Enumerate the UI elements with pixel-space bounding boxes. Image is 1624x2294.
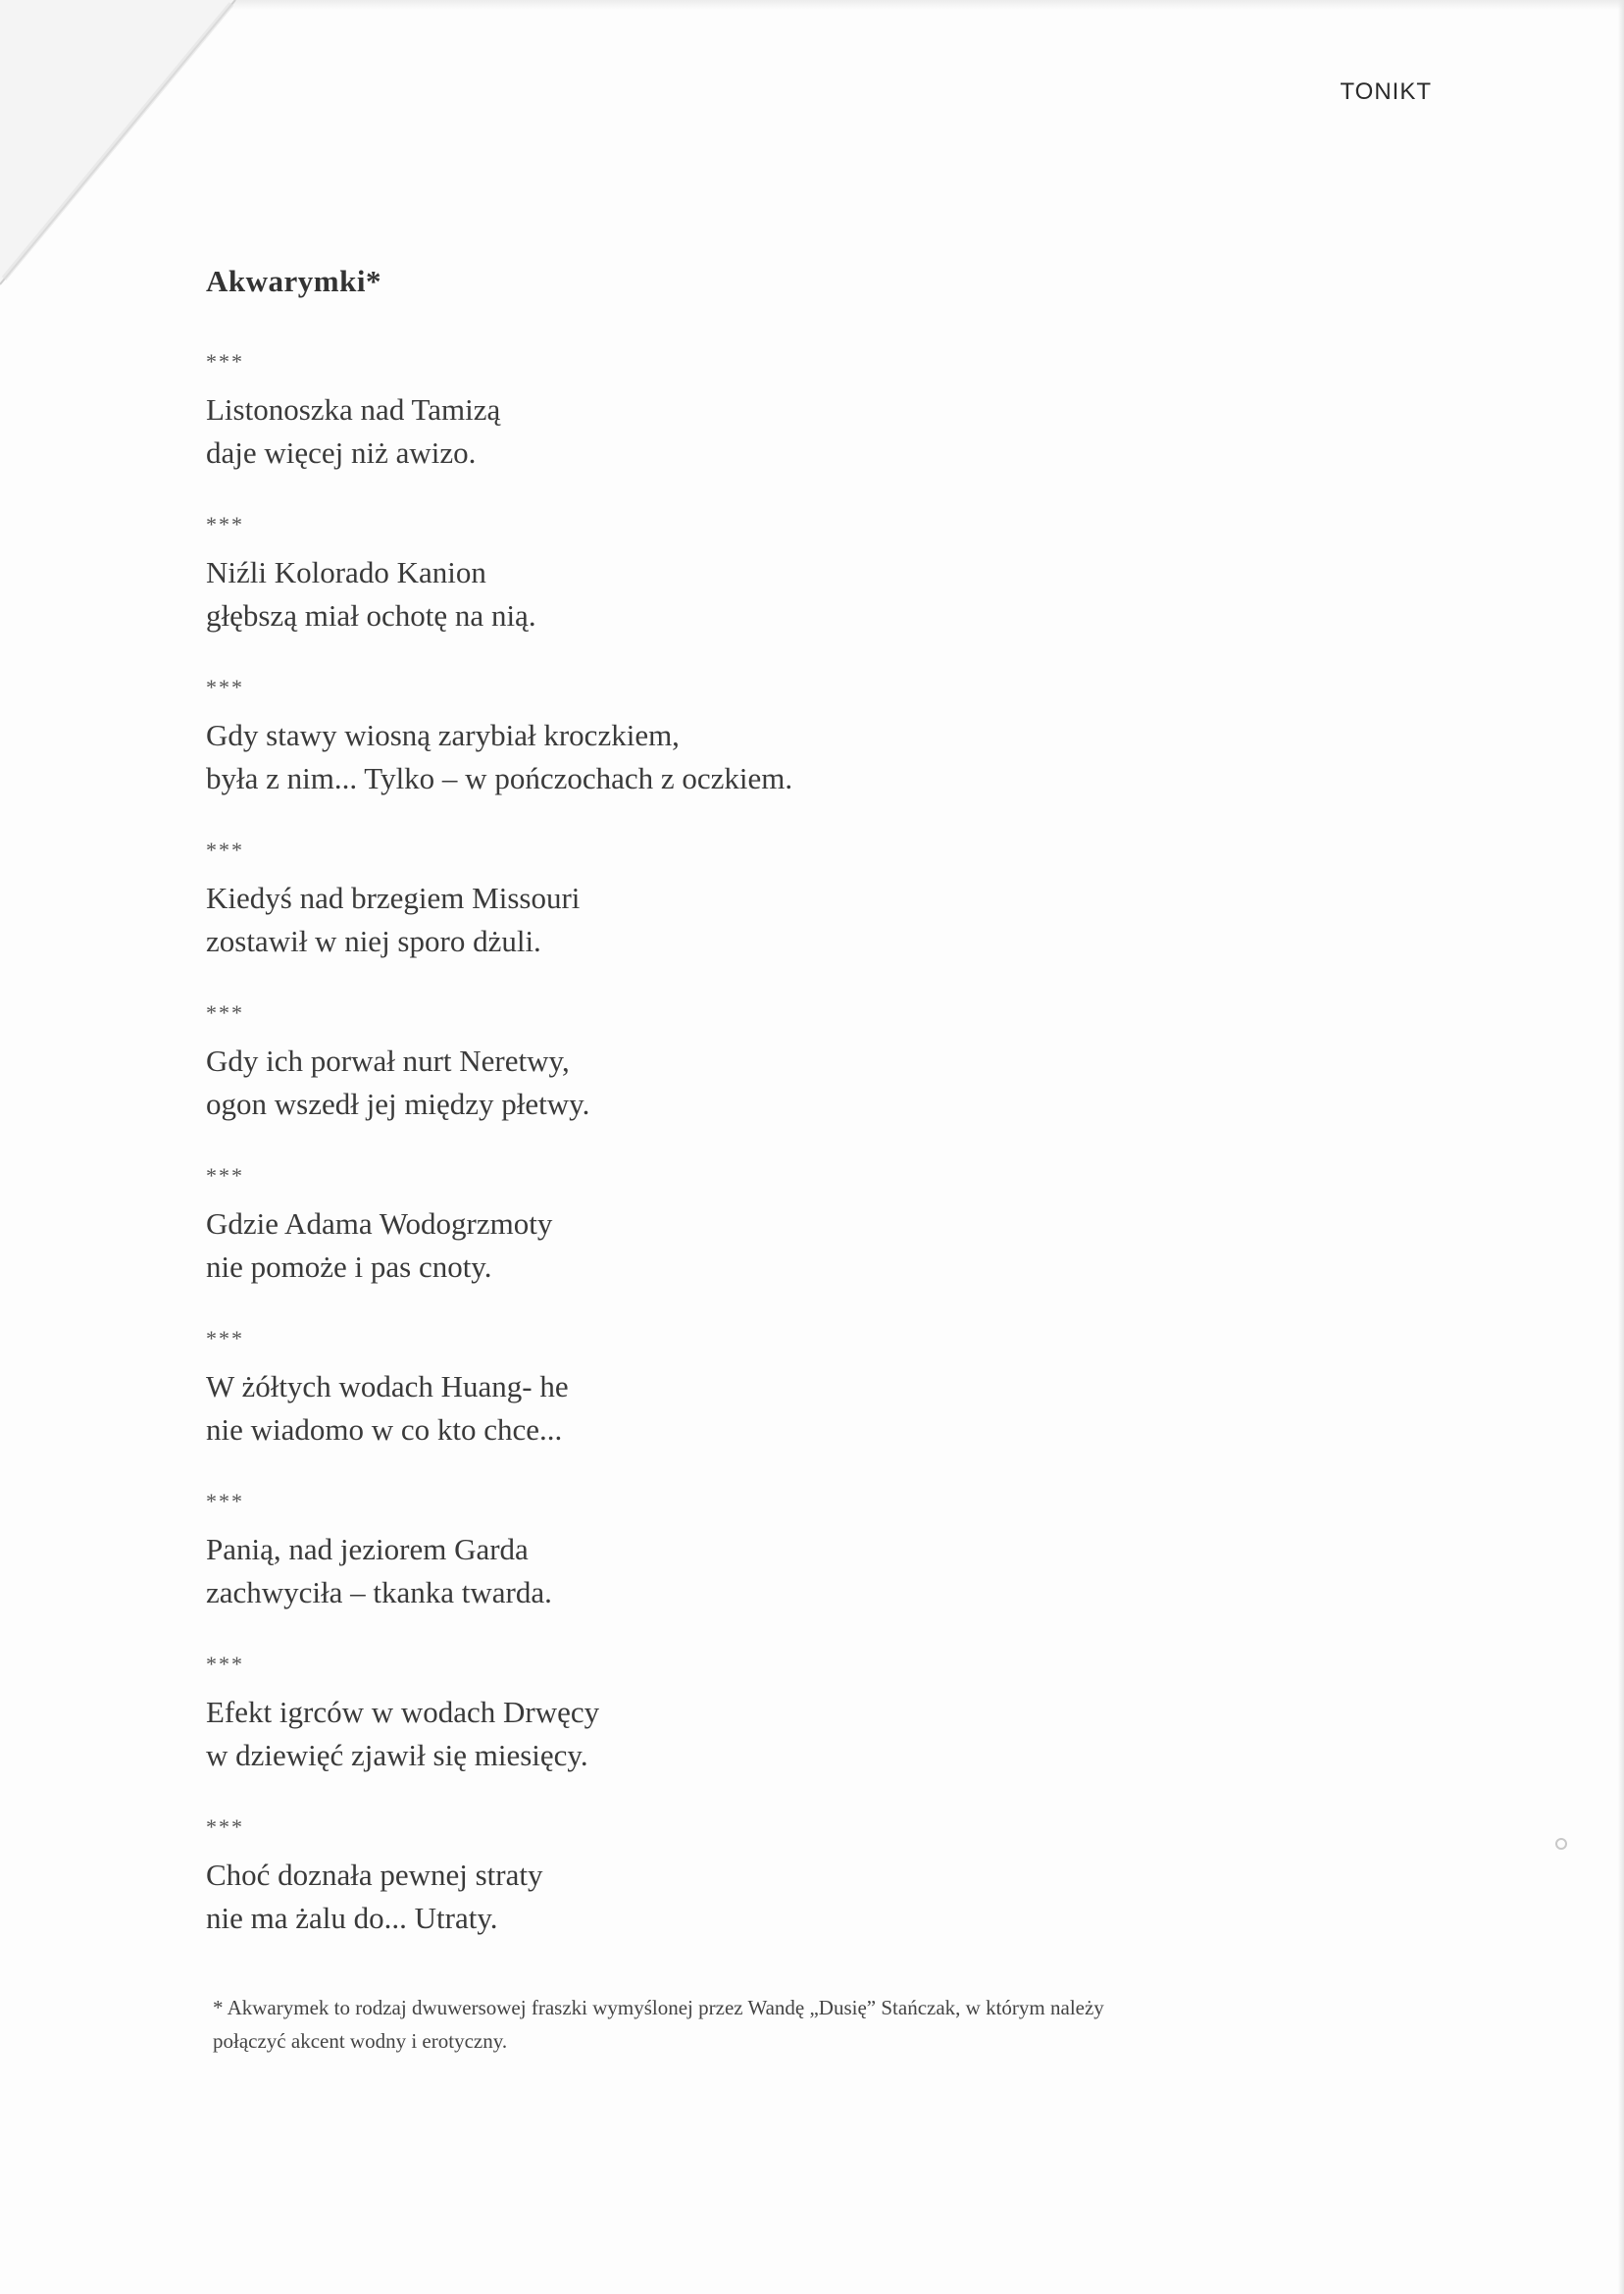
verse-line: Gdy stawy wiosną zarybiał kroczkiem,	[206, 718, 680, 752]
poem	[206, 263, 1432, 1977]
verse-line: Listonoszka nad Tamizą	[206, 392, 501, 427]
stanza-separator: ***	[206, 349, 244, 374]
stanza	[206, 349, 1432, 512]
running-title: TONIKT	[1340, 78, 1432, 105]
stanza-separator: ***	[206, 1652, 244, 1676]
verse-line: Panią, nad jeziorem Garda	[206, 1532, 529, 1566]
stanza-separator: ***	[206, 512, 244, 536]
verse-line: Choć doznała pewnej straty	[206, 1858, 543, 1892]
stanza	[206, 1326, 1432, 1489]
stanza-separator: ***	[206, 1326, 244, 1351]
scan-shadow-right	[1618, 0, 1624, 2294]
verse-line: zachwyciła – tkanka twarda.	[206, 1575, 552, 1609]
stanza-separator: ***	[206, 675, 244, 699]
stanza	[206, 512, 1432, 675]
footnote-line: * Akwarymek to rodzaj dwuwersowej fraszki wymyślonej przez Wandę „Dusię” Stańczak, w którym należy	[213, 1996, 1104, 2019]
stanza-separator: ***	[206, 1000, 244, 1025]
verse-line: ogon wszedł jej między płetwy.	[206, 1087, 590, 1121]
stanza-separator: ***	[206, 1163, 244, 1188]
stanza-separator: ***	[206, 1489, 244, 1513]
verse-line: w dziewięć zjawił się miesięcy.	[206, 1738, 588, 1772]
verse-line: Niźli Kolorado Kanion	[206, 555, 486, 589]
stanza	[206, 1163, 1432, 1326]
verse-line: Gdy ich porwał nurt Neretwy,	[206, 1044, 570, 1078]
footnote	[213, 1991, 1419, 2058]
stanza	[206, 1652, 1432, 1814]
verse-line: nie wiadomo w co kto chce...	[206, 1412, 563, 1447]
stanza-separator: ***	[206, 1814, 244, 1839]
verse-line: W żółtych wodach Huang- he	[206, 1369, 569, 1403]
stanza	[206, 675, 1432, 838]
scan-speck-icon	[1553, 1836, 1569, 1852]
stanza	[206, 1489, 1432, 1652]
footnote-line: połączyć akcent wodny i erotyczny.	[213, 2029, 508, 2053]
verse-line: Gdzie Adama Wodogrzmoty	[206, 1206, 553, 1241]
verse-line: nie ma żalu do... Utraty.	[206, 1901, 498, 1935]
verse-line: Efekt igrców w wodach Drwęcy	[206, 1695, 600, 1729]
folded-corner-icon	[0, 0, 255, 294]
stanza	[206, 1000, 1432, 1163]
verse-line: daje więcej niż awizo.	[206, 435, 477, 470]
stanza-separator: ***	[206, 838, 244, 862]
poem-title: Akwarymki*	[206, 264, 381, 298]
stanza	[206, 1814, 1432, 1977]
verse-line: głębszą miał ochotę na nią.	[206, 598, 536, 633]
verse-line: nie pomoże i pas cnoty.	[206, 1249, 492, 1284]
verse-line: była z nim... Tylko – w pończochach z oczkiem.	[206, 761, 793, 795]
verse-line: Kiedyś nad brzegiem Missouri	[206, 881, 581, 915]
verse-line: zostawił w niej sporo dżuli.	[206, 924, 541, 958]
stanza	[206, 838, 1432, 1000]
